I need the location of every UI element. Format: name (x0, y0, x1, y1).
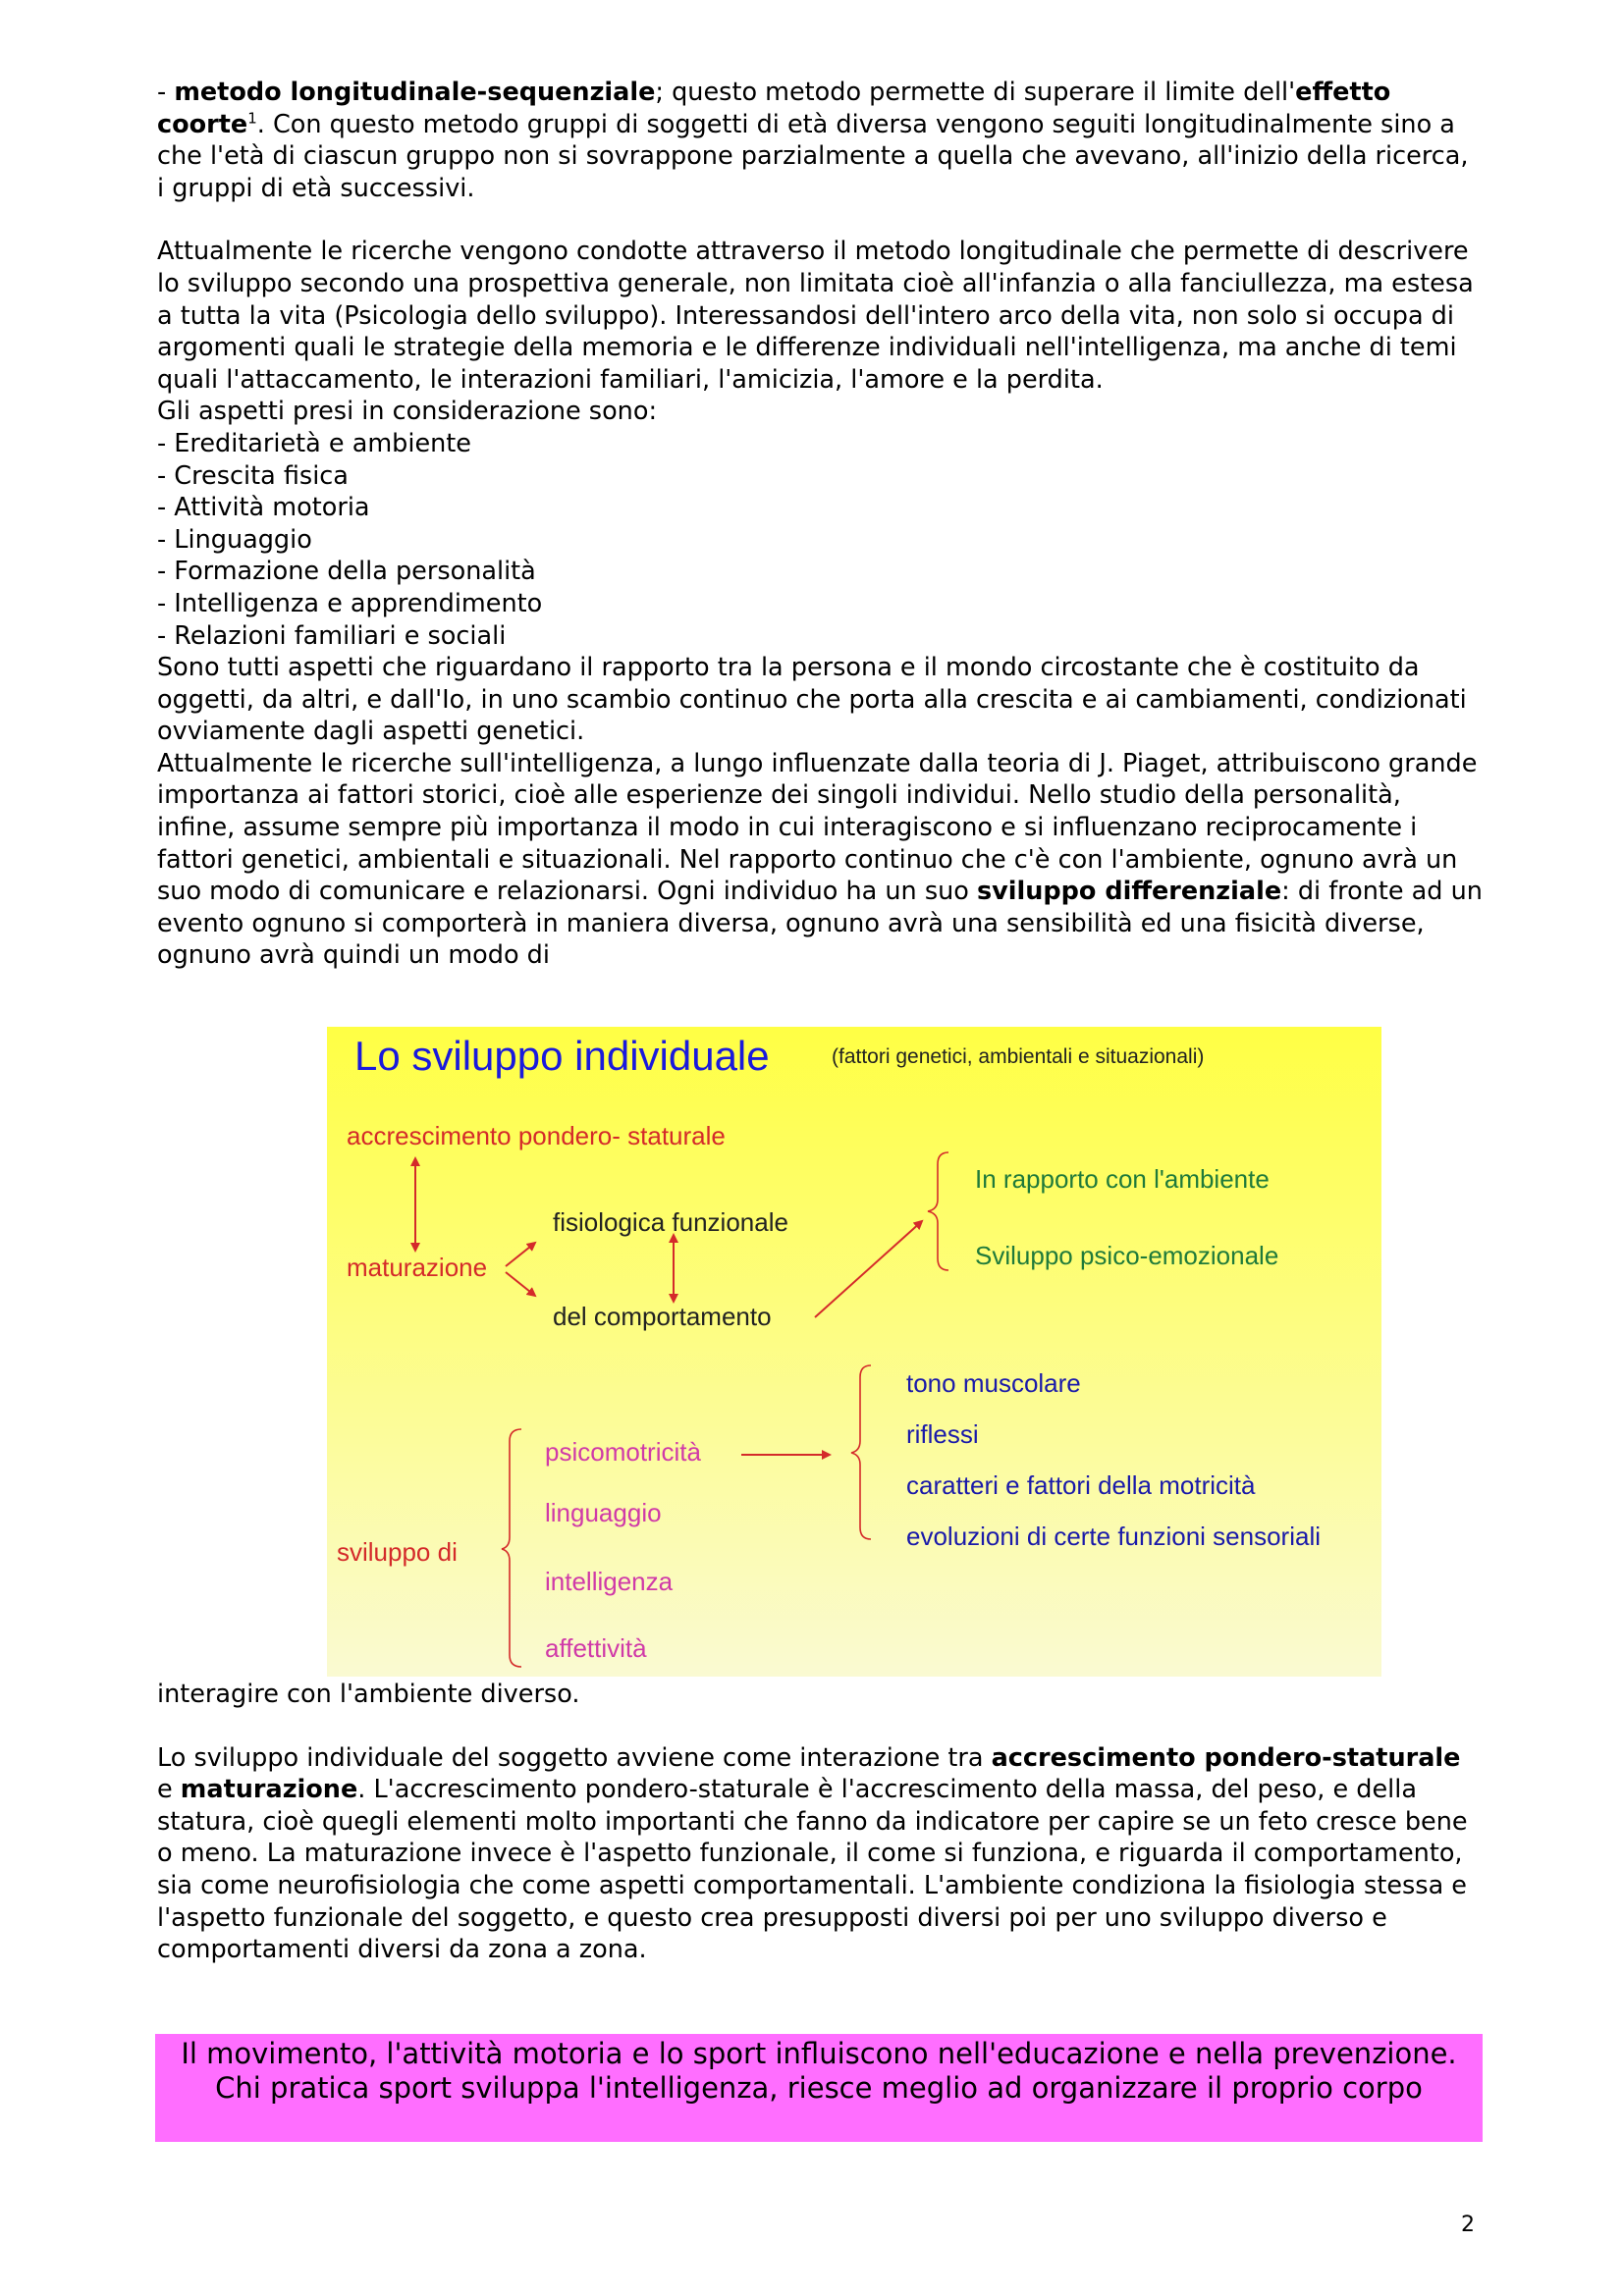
diagram-title: Lo sviluppo individuale (354, 1033, 770, 1079)
term-sviluppo-differenziale: sviluppo differenziale (976, 877, 1282, 907)
paragraph-metodo-longitudinale: Attualmente le ricerche vengono condotte attraverso il metodo longitudinale che permette di descrivere lo sviluppo secondo una prospettiva generale, non limitata cioè all'infanzia o alla fanciullezza, ma estesa a tutta la vita (Psicologia dello sviluppo). Interessandosi dell'intero arco della vita, non solo si occupa di argomenti quali le strategie della memoria e le differenze individuali nell'intelligenza, ma anche di temi quali l'attaccamento, le interazioni familiari, l'amicizia, l'amore e la perdita. (157, 237, 1474, 395)
label-tono-muscolare: tono muscolare (906, 1368, 1081, 1398)
list-item: - Attività motoria (157, 493, 370, 523)
label-affettivita: affettività (545, 1633, 647, 1663)
list-item: - Formazione della personalità (157, 557, 536, 587)
label-evoluzioni-funzioni-sensoriali: evoluzioni di certe funzioni sensoriali (906, 1522, 1322, 1551)
brace-motricita (851, 1365, 871, 1539)
callout-box (155, 2034, 1483, 2142)
document-body-continued (157, 1679, 1483, 1966)
label-rapporto-ambiente: In rapporto con l'ambiente (975, 1164, 1270, 1194)
paragraph-continuation: interagire con l'ambiente diverso. (157, 1680, 580, 1709)
brace-sviluppo-di (502, 1429, 521, 1667)
label-accrescimento: accrescimento pondero- staturale (347, 1121, 726, 1150)
document-body (157, 77, 1483, 972)
callout-line-2: Chi pratica sport sviluppa l'intelligenza, riesce meglio ad organizzare il proprio corpo (215, 2071, 1423, 2105)
list-item: - Linguaggio (157, 524, 312, 555)
label-psicomotricita: psicomotricità (545, 1437, 701, 1467)
arrow-to-comportamento (506, 1272, 535, 1296)
label-linguaggio: linguaggio (545, 1498, 662, 1527)
label-fisiologica-funzionale: fisiologica funzionale (553, 1207, 788, 1237)
diagram-subtitle: (fattori genetici, ambientali e situazionali) (832, 1045, 1205, 1068)
label-riflessi: riflessi (906, 1419, 979, 1449)
aspects-intro: Gli aspetti presi in considerazione sono: (157, 397, 658, 427)
list-item: - Intelligenza e apprendimento (157, 588, 543, 618)
paragraph-metodo-sequenziale: - metodo longitudinale-sequenziale; questo metodo permette di superare il limite dell'effetto coorte$^1$. Con questo metodo gruppi di soggetti di età diversa vengono seguiti longitudinalmente sino a che l'età di ciascun gruppo non si sovrappone parzialmente a quella che avevano, all'inizio della ricerca, i gruppi di età successivi. (157, 78, 1469, 203)
paragraph-sviluppo-individuale: Lo sviluppo individuale del soggetto avviene come interazione tra accrescimento pondero-staturale e maturazione. L'accrescimento pondero-staturale è l'accrescimento della massa, del peso, e della statura, cioè quegli elementi molto importanti che fanno da indicatore per capire se un feto cresce bene o meno. La maturazione invece è l'aspetto funzionale, il come si funziona, e riguarda il comportamento, sia come neurofisiologia che come aspetti comportamentali. L'ambiente condiziona la fisiologia stessa e l'aspetto funzionale del soggetto, e questo crea presupposti diversi poi per uno sviluppo diverso e comportamenti diversi da zona a zona. (157, 1742, 1468, 1965)
term-accrescimento-pondero-staturale: accrescimento pondero-staturale (991, 1742, 1461, 1773)
list-item: - Ereditarietà e ambiente (157, 428, 471, 458)
arrow-to-ambiente (815, 1221, 922, 1317)
brace-ambiente (928, 1152, 948, 1270)
label-sviluppo-di: sviluppo di (337, 1537, 458, 1567)
diagram-sviluppo-individuale (327, 1027, 1381, 1677)
paragraph-intelligenza: Attualmente le ricerche sull'intelligenza, a lungo influenzate dalla teoria di J. Piaget, attribuiscono grande importanza ai fattori storici, cioè alle esperienze dei singoli individui. Nello studio della personalità, infine, assume sempre più importanza il modo in cui interagiscono e si influenzano reciprocamente i fattori genetici, ambientali e situazionali. Nel rapporto continuo che c'è con l'ambiente, ognuno avrà un suo modo di comunicare e relazionarsi. Ogni individuo ha un suo sviluppo differenziale: di fronte ad un evento ognuno si comporterà in maniera diversa, ognuno avrà una sensibilità ed una fisicità diverse, ognuno avrà quindi un modo di (157, 748, 1483, 971)
label-intelligenza: intelligenza (545, 1567, 674, 1596)
term-effetto-coorte: effetto coorte (157, 78, 1391, 139)
label-sviluppo-psico-emozionale: Sviluppo psico-emozionale (975, 1241, 1279, 1270)
list-item: - Relazioni familiari e sociali (157, 620, 507, 651)
label-del-comportamento: del comportamento (553, 1302, 772, 1331)
callout-line-1: Il movimento, l'attività motoria e lo sport influiscono nell'educazione e nella prevenzione. (181, 2037, 1457, 2070)
arrow-to-fisiologica (506, 1243, 535, 1266)
list-item: - Crescita fisica (157, 460, 349, 491)
label-maturazione: maturazione (347, 1253, 488, 1282)
page-number: 2 (1461, 2213, 1475, 2237)
term-metodo-longitudinale-sequenziale: metodo longitudinale-sequenziale (174, 78, 656, 107)
term-maturazione: maturazione (180, 1775, 358, 1805)
paragraph-rapporto-mondo: Sono tutti aspetti che riguardano il rapporto tra la persona e il mondo circostante che è costituito da oggetti, da altri, e dall'Io, in uno scambio continuo che porta alla crescita e ai cambiamenti, condizionati ovviamente dagli aspetti genetici. (157, 653, 1467, 747)
label-caratteri-motricita: caratteri e fattori della motricità (906, 1470, 1256, 1500)
footnote-ref[interactable]: 1 (247, 109, 257, 128)
